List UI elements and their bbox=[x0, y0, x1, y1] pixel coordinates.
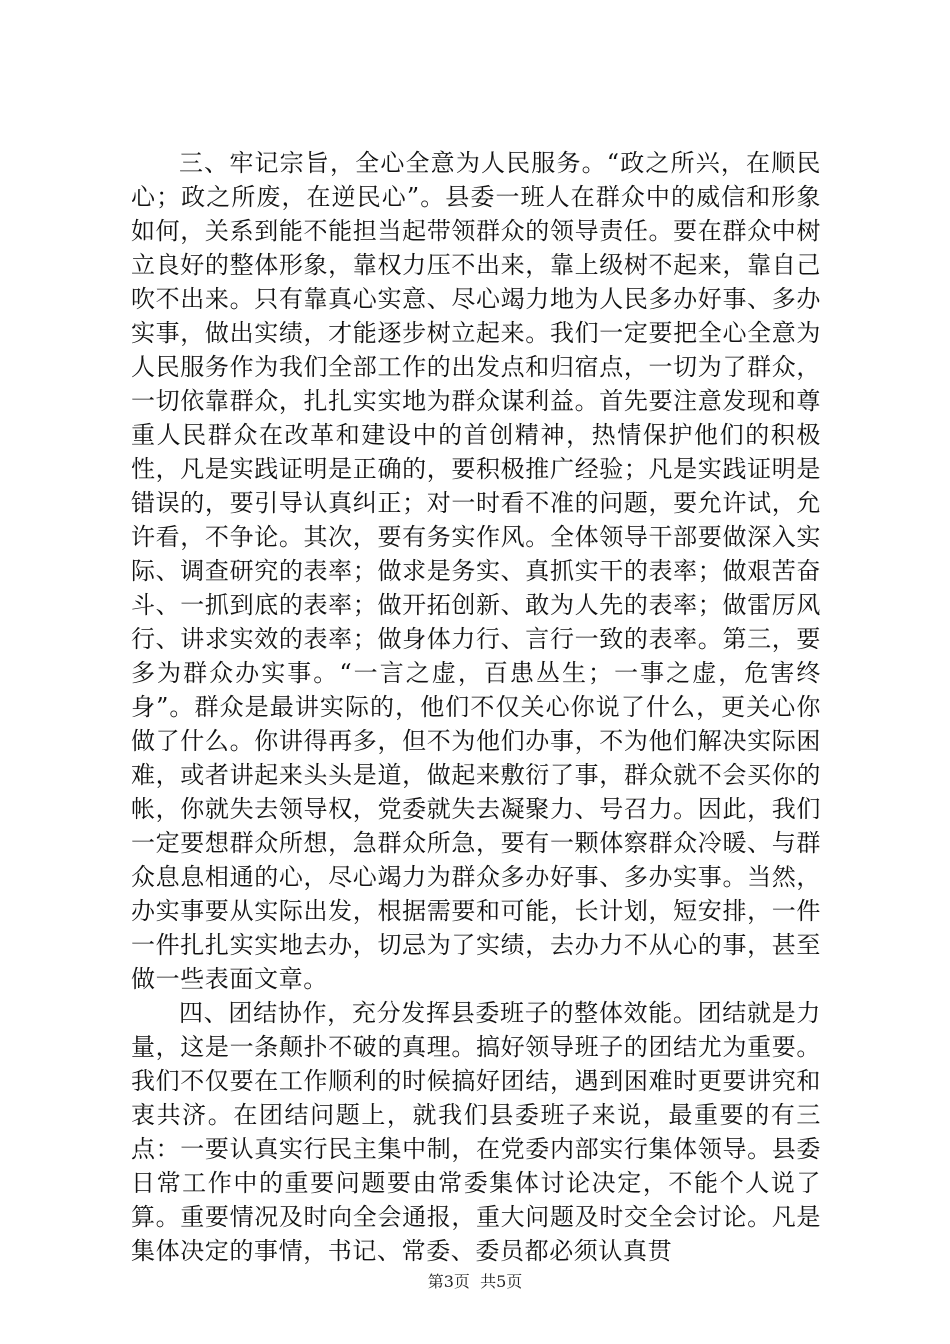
page-number: 第3页 共5页 bbox=[427, 1272, 523, 1291]
document-body bbox=[131, 146, 821, 1268]
page-footer bbox=[0, 1272, 950, 1292]
paragraph-serve-people: 三、牢记宗旨，全心全意为人民服务。“政之所兴，在顺民心；政之所废，在逆民心”。县委一班人在群众中的威信和形象如何，关系到能不能担当起带领群众的领导责任。要在群众中树立良好的整体形象，靠权力压不出来，靠上级树不起来，靠自己吹不出来。只有靠真心实意、尽心竭力地为人民多办好事、多办实事，做出实绩，才能逐步树立起来。我们一定要把全心全意为人民服务作为我们全部工作的出发点和归宿点，一切为了群众，一切依靠群众，扎扎实实地为群众谋利益。首先要注意发现和尊重人民群众在改革和建设中的首创精神，热情保护他们的积极性，凡是实践证明是正确的，要积极推广经验；凡是实践证明是错误的，要引导认真纠正；对一时看不准的问题，要允许试，允许看，不争论。其次，要有务实作风。全体领导干部要做深入实际、调查研究的表率；做求是务实、真抓实干的表率；做艰苦奋斗、一抓到底的表率；做开拓创新、敢为人先的表率；做雷厉风行、讲求实效的表率；做身体力行、言行一致的表率。第三，要多为群众办实事。“一言之虚，百患丛生；一事之虚，危害终身”。群众是最讲实际的，他们不仅关心你说了什么，更关心你做了什么。你讲得再多，但不为他们办事，不为他们解决实际困难，或者讲起来头头是道，做起来敷衍了事，群众就不会买你的帐，你就失去领导权，党委就失去凝聚力、号召力。因此，我们一定要想群众所想，急群众所急，要有一颗体察群众冷暖、与群众息息相通的心，尽心竭力为群众多办好事、多办实事。当然，办实事要从实际出发，根据需要和可能，长计划，短安排，一件一件扎扎实实地去办，切忌为了实绩，去办力不从心的事，甚至做一些表面文章。 bbox=[131, 149, 821, 993]
paragraph-unity-cooperation: 四、团结协作，充分发挥县委班子的整体效能。团结就是力量，这是一条颠扑不破的真理。搞好领导班子的团结尤为重要。我们不仅要在工作顺利的时候搞好团结，遇到困难时更要讲究和衷共济。在团结问题上，就我们县委班子来说，最重要的有三点：一要认真实行民主集中制，在党委内部实行集体领导。县委日常工作中的重要问题要由常委集体讨论决定，不能个人说了算。重要情况及时向全会通报，重大问题及时交全会讨论。凡是集体决定的事情，书记、常委、委员都必须认真贯 bbox=[131, 999, 821, 1265]
